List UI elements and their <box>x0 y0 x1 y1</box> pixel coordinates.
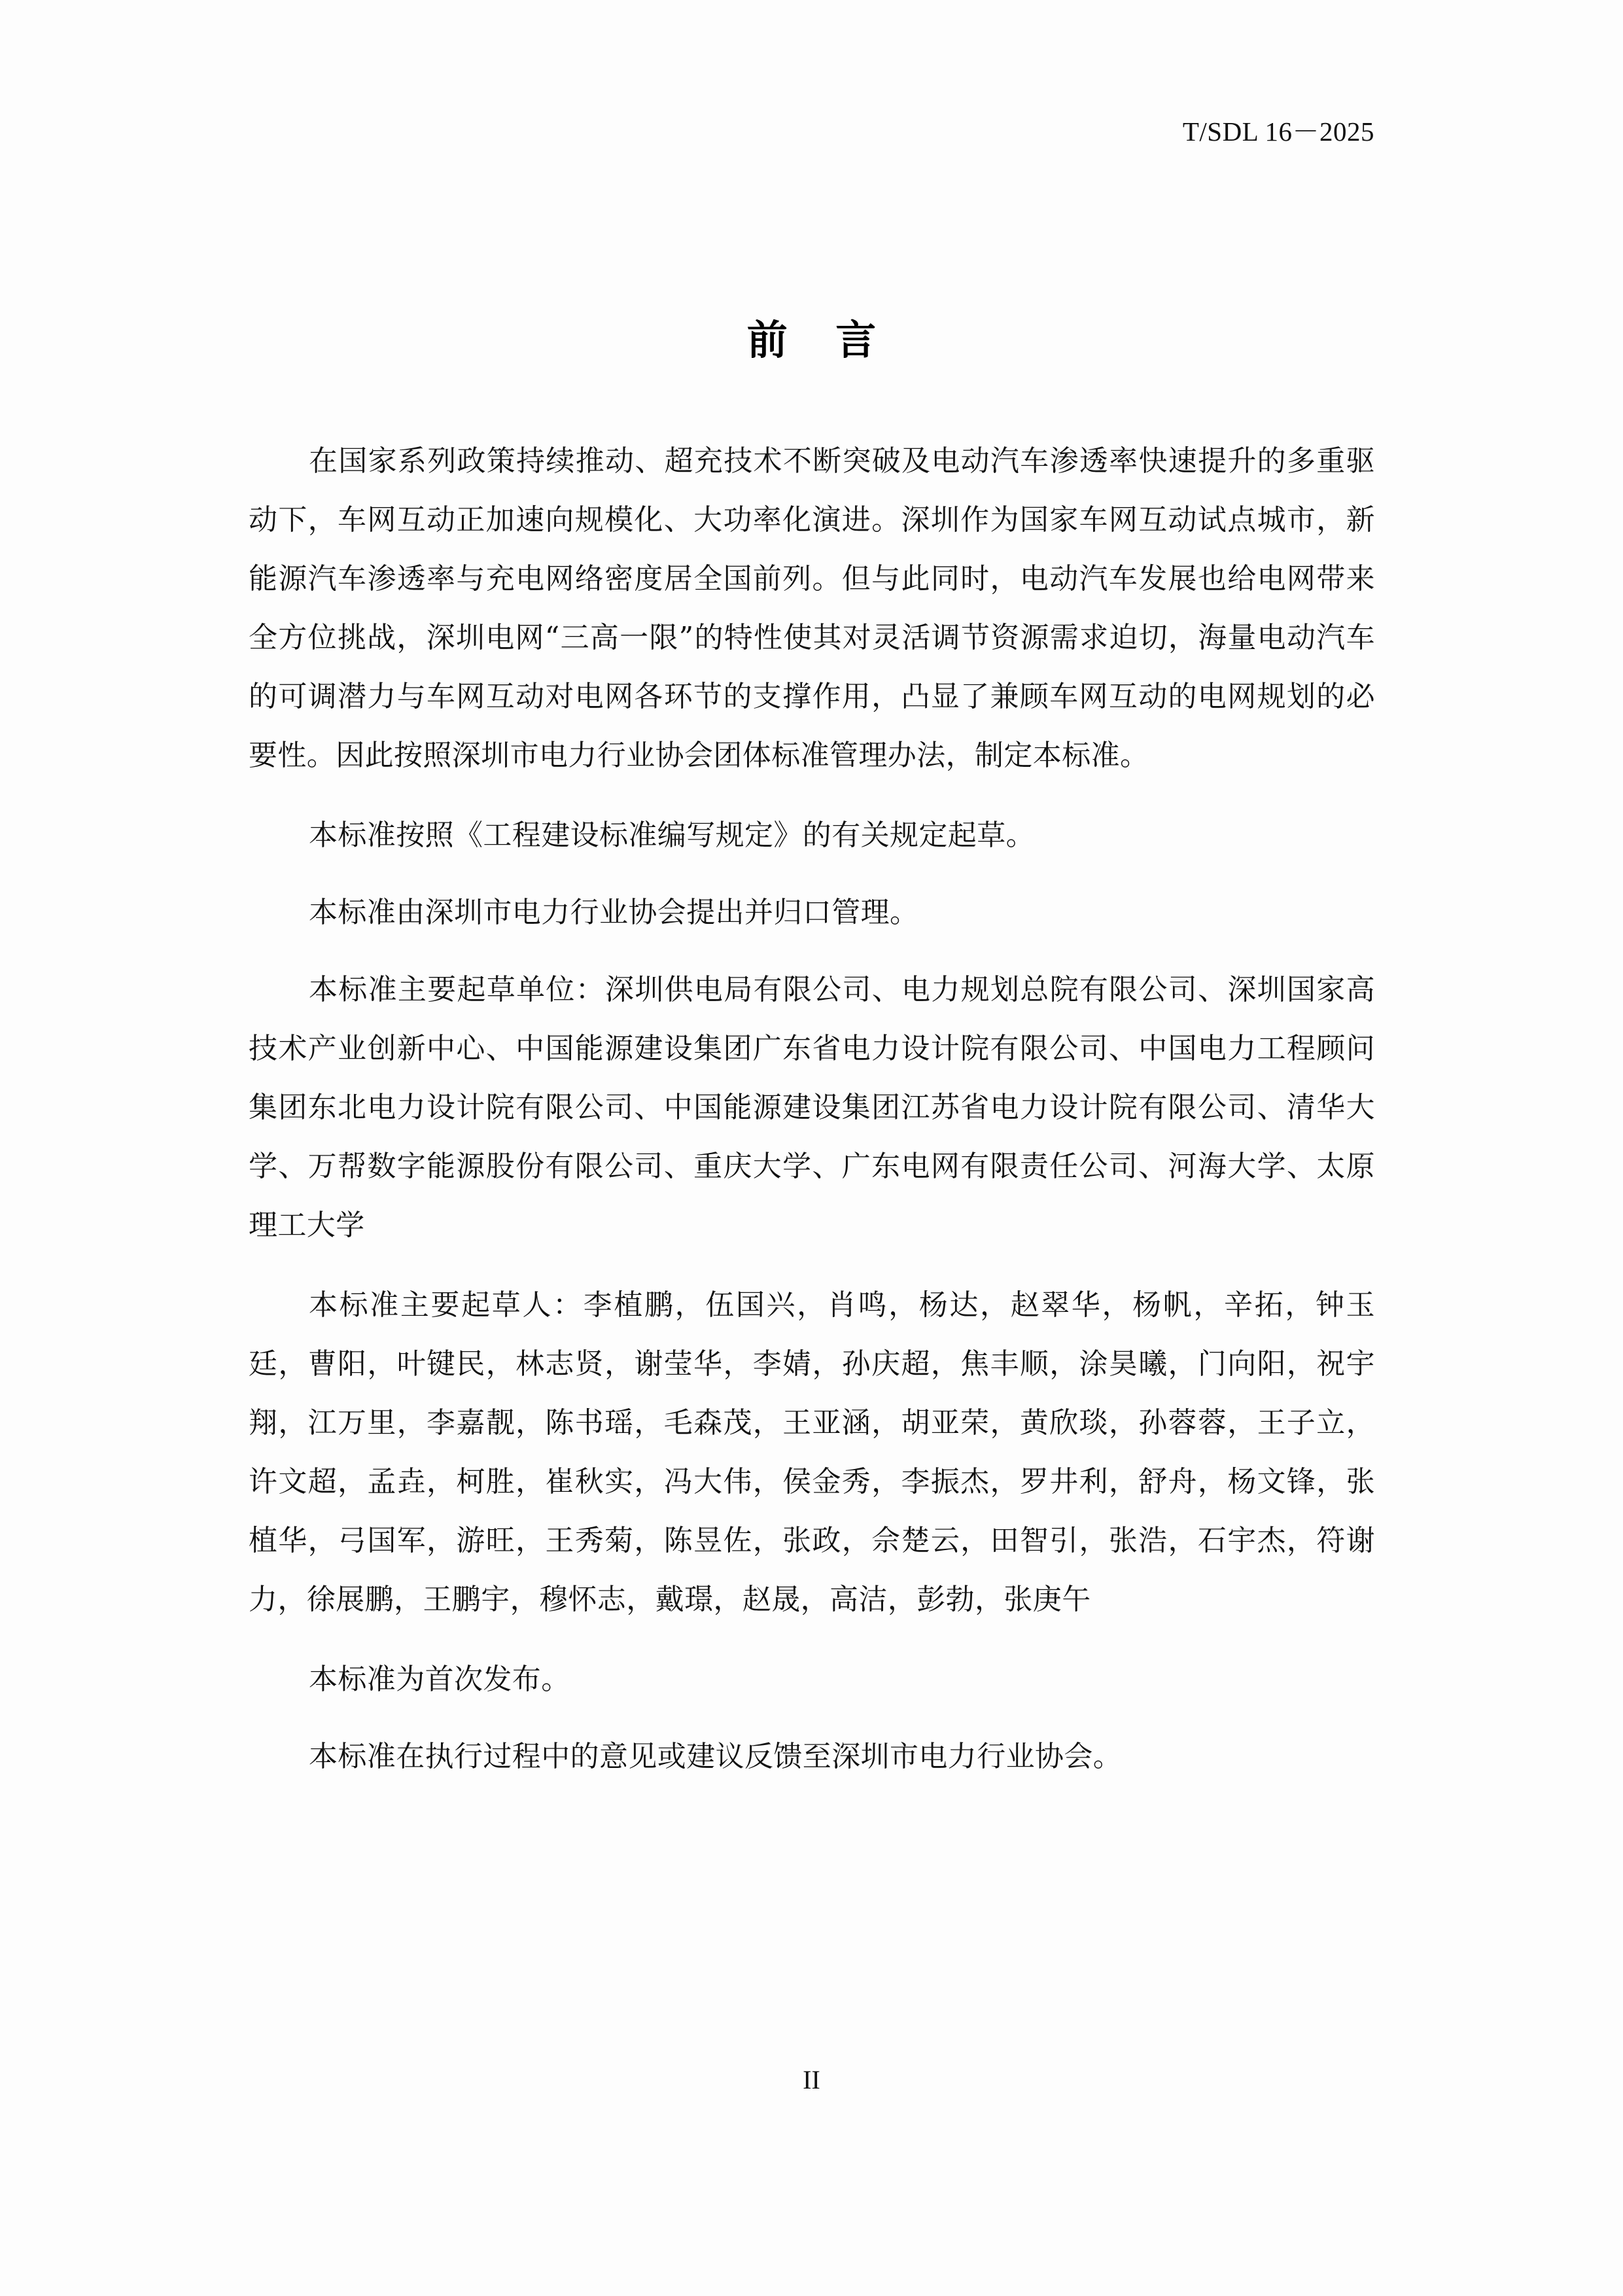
paragraph-proposing-body: 本标准由深圳市电力行业协会提出并归口管理。 <box>309 896 919 929</box>
paragraph-drafting-units: 本标准主要起草单位：深圳供电局有限公司、电力规划总院有限公司、深圳国家高技术产业创新中心、中国能源建设集团广东省电力设计院有限公司、中国电力工程顾问集团东北电力设计院有限公司、中国能源建设集团江苏省电力设计院有限公司、清华大学、万帮数字能源股份有限公司、重庆大学、广东电网有限责任公司、河海大学、太原理工大学 <box>249 973 1375 1242</box>
paragraph-first-issue: 本标准为首次发布。 <box>309 1663 570 1696</box>
paragraph-feedback: 本标准在执行过程中的意见或建议反馈至深圳市电力行业协会。 <box>309 1740 1123 1773</box>
page-number: II <box>803 2065 820 2094</box>
paragraph-drafting-rule: 本标准按照《工程建设标准编写规定》的有关规定起草。 <box>309 819 1035 852</box>
running-header-standard-number: T/SDL 16－2025 <box>1182 116 1374 147</box>
page-title-foreword: 前 言 <box>746 315 894 364</box>
paragraph-drafters: 本标准主要起草人：李植鹏，伍国兴，肖鸣，杨达，赵翠华，杨帆，辛拓，钟玉廷，曹阳，叶键民，林志贤，谢莹华，李婧，孙庆超，焦丰顺，涂昊曦，门向阳，祝宇翔，江万里，李嘉靓，陈书瑶，毛森茂，王亚涵，胡亚荣，黄欣琰，孙蓉蓉，王子立，许文超，孟垚，柯胜，崔秋实，冯大伟，侯金秀，李振杰，罗井利，舒舟，杨文锋，张植华，弓国军，游旺，王秀菊，陈昱佐，张政，佘楚云，田智引，张浩，石宇杰，符谢力，徐展鹏，王鹏宇，穆怀志，戴璟，赵晟，高洁，彭勃，张庚午 <box>249 1288 1375 1616</box>
paragraph-background: 在国家系列政策持续推动、超充技术不断突破及电动汽车渗透率快速提升的多重驱动下，车网互动正加速向规模化、大功率化演进。深圳作为国家车网互动试点城市，新能源汽车渗透率与充电网络密度居全国前列。但与此同时，电动汽车发展也给电网带来全方位挑战，深圳电网“三高一限”的特性使其对灵活调节资源需求迫切，海量电动汽车的可调潜力与车网互动对电网各环节的支撑作用，凸显了兼顾车网互动的电网规划的必要性。因此按照深圳市电力行业协会团体标准管理办法，制定本标准。 <box>249 444 1375 772</box>
body-text-column <box>249 432 1375 1786</box>
